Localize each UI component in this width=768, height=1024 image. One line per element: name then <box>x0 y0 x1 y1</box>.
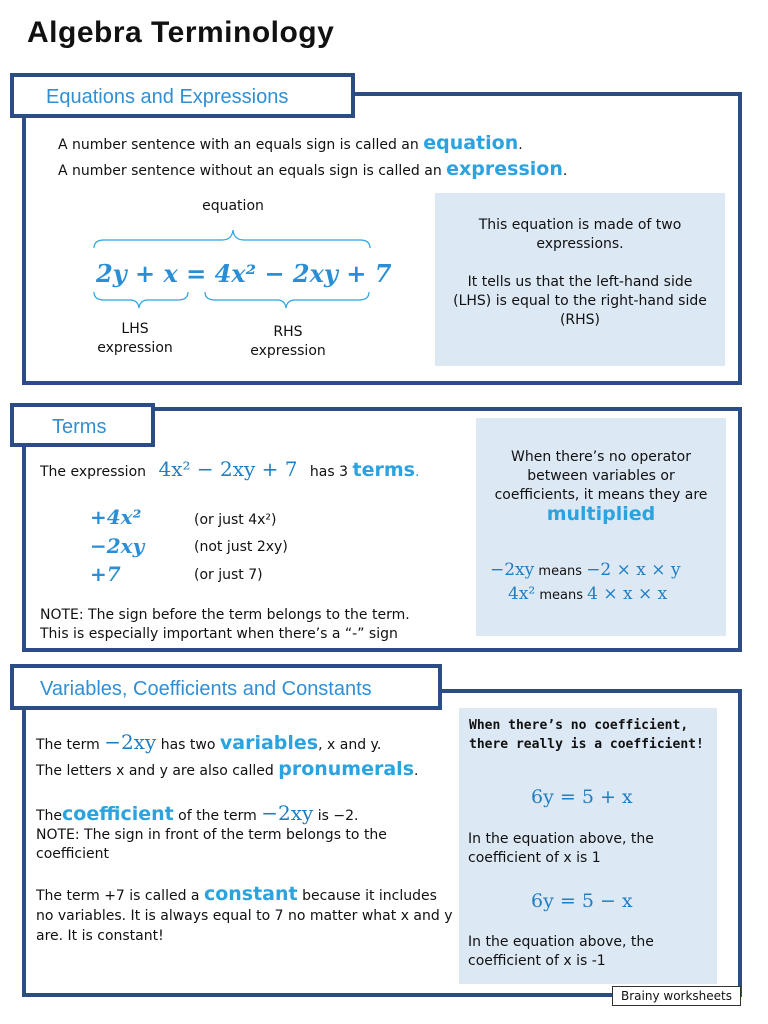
term-3: +7 <box>90 562 121 586</box>
expression-definition-text: A number sentence without an equals sign is called an <box>58 163 447 179</box>
multiplication-info-text <box>486 448 716 526</box>
keyword-equation: equation <box>423 132 519 154</box>
pronumerals-paragraph: The letters x and y are also called pronumerals. <box>36 758 419 780</box>
equation-example-2: 6y = 5 − x <box>531 890 633 912</box>
lhs-label: LHS expression <box>97 321 173 356</box>
keyword-variables: variables <box>219 732 319 754</box>
equation-info-box <box>435 193 725 366</box>
multiplication-info-box <box>476 418 726 636</box>
means-1-left: −2xy <box>490 560 535 580</box>
multiplication-info-body: When there’s no operator between variables or coefficients, it means they are <box>494 449 708 503</box>
main-equation: 2y + x = 4x² − 2xy + 7 <box>96 259 392 288</box>
keyword-coefficient: coefficient <box>62 803 174 825</box>
coefficient-info-heading: When there’s no coefficient, there really is a coefficient! <box>469 718 704 752</box>
coefficient-paragraph <box>36 801 359 828</box>
coefficient-note: NOTE: The sign in front of the term belongs to the coefficient <box>36 827 387 862</box>
constant-p-a: The term +7 is called a <box>36 888 200 904</box>
section-tab-equations: Equations and Expressions <box>10 73 355 118</box>
coefficient-p-a: The <box>36 808 63 824</box>
constant-p-b: because it includes no variables. It is always equal to 7 no matter what x and y are. It is constant! <box>36 888 453 944</box>
rhs-label: RHS expression <box>250 324 326 359</box>
means-1-right: −2 × x × y <box>586 560 681 580</box>
terms-intro: The expression 4x² − 2xy + 7 has 3 terms. <box>40 457 420 481</box>
term-3-note: (or just 7) <box>194 567 263 583</box>
variables-p1-b: has two <box>160 737 216 753</box>
term-2-note: (not just 2xy) <box>194 539 288 555</box>
variables-p1-term: −2xy <box>104 730 157 754</box>
coefficient-p-c: is −2. <box>317 808 359 824</box>
constant-paragraph <box>36 884 456 946</box>
section-tab-variables: Variables, Coefficients and Constants <box>10 664 442 710</box>
equation-info-p1: This equation is made of two expressions. <box>478 217 682 252</box>
top-brace-icon <box>92 228 372 250</box>
means-word-1: means <box>538 564 583 579</box>
coefficient-info-box <box>459 708 717 984</box>
coefficient-p-b: of the term <box>178 808 257 824</box>
keyword-constant: constant <box>203 883 298 905</box>
keyword-terms: terms <box>352 459 415 481</box>
pronumerals-text: The letters x and y are also called <box>36 763 274 779</box>
terms-intro-pre: The expression <box>40 464 147 480</box>
footer-credit: Brainy worksheets <box>612 986 741 1006</box>
equation-definition-text: A number sentence with an equals sign is called an <box>58 137 424 153</box>
means-row-2 <box>508 584 667 604</box>
means-row-1 <box>490 560 681 580</box>
variables-paragraph <box>36 730 456 757</box>
equation-example-1-note: In the equation above, the coefficient of x is 1 <box>468 831 654 866</box>
page-title: Algebra Terminology <box>27 16 335 49</box>
term-1: +4x² <box>90 505 142 529</box>
rhs-brace-icon <box>203 290 373 310</box>
variables-p1-a: The term <box>36 737 100 753</box>
section-tab-terms: Terms <box>10 403 155 447</box>
keyword-pronumerals: pronumerals <box>278 758 415 780</box>
terms-note-2: This is especially important when there’s a “-” sign <box>40 626 398 642</box>
equation-example-1: 6y = 5 + x <box>531 786 633 808</box>
means-2-left: 4x² <box>508 584 536 604</box>
coefficient-term: −2xy <box>261 801 314 825</box>
means-word-2: means <box>539 588 583 603</box>
term-1-note: (or just 4x²) <box>194 512 277 528</box>
expression-definition: A number sentence without an equals sign is called an expression. <box>58 158 568 180</box>
variables-p1-c: , x and y. <box>318 737 382 753</box>
keyword-multiplied: multiplied <box>546 503 656 525</box>
terms-intro-post: has 3 <box>309 464 349 480</box>
lhs-brace-icon <box>92 290 192 310</box>
terms-intro-expr: 4x² − 2xy + 7 <box>158 457 298 481</box>
equation-brace-label: equation <box>202 198 264 214</box>
equation-example-2-note: In the equation above, the coefficient of x is -1 <box>468 934 654 969</box>
keyword-expression: expression <box>446 158 563 180</box>
equation-info-p2: It tells us that the left-hand side (LHS) is equal to the right-hand side (RHS) <box>453 274 707 328</box>
equation-definition: A number sentence with an equals sign is called an equation. <box>58 132 523 154</box>
means-2-right: 4 × x × x <box>587 584 668 604</box>
terms-note-1: NOTE: The sign before the term belongs to the term. <box>40 607 410 623</box>
term-2: −2xy <box>90 534 145 558</box>
